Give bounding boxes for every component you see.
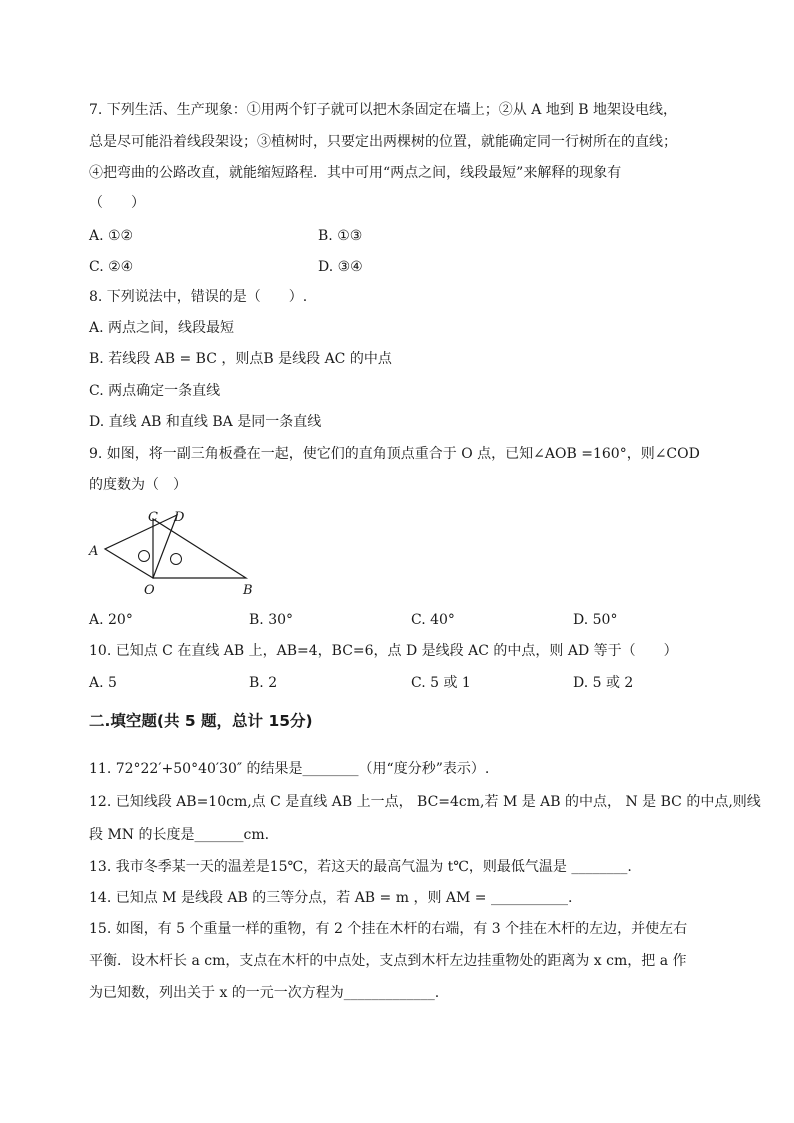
triangle-cob bbox=[153, 519, 246, 578]
q10-option-c: C. 5 或 1 bbox=[411, 675, 471, 691]
label-c: C bbox=[148, 510, 158, 525]
q7-option-b: B. ①③ bbox=[318, 228, 363, 244]
q14-line-1: 14. 已知点 M 是线段 AB 的三等分点，若 AB = m ，则 AM = ___________. bbox=[89, 890, 573, 906]
q9-option-d: D. 50° bbox=[573, 612, 618, 628]
q7-line-4: （ ） bbox=[89, 195, 145, 211]
q8-line-1: 8. 下列说法中，错误的是（ ）. bbox=[89, 289, 308, 305]
circle-right bbox=[171, 554, 182, 565]
q10-option-b: B. 2 bbox=[249, 675, 278, 691]
q8-option-d: D. 直线 AB 和直线 BA 是同一条直线 bbox=[89, 414, 322, 430]
q7-line-2: 总是尽可能沿着线段架设；③植树时，只要定出两棵树的位置，就能确定同一行树所在的直线； bbox=[89, 134, 677, 150]
q11-line-1: 11. 72°22′+50°40′30″ 的结果是________（用“度分秒”表示）. bbox=[89, 761, 490, 777]
q10-line-1: 10. 已知点 C 在直线 AB 上，AB=4，BC=6，点 D 是线段 AC 的中点，则 AD 等于（ ） bbox=[89, 643, 678, 659]
q9-option-a: A. 20° bbox=[89, 612, 133, 628]
q7-line-1: 7. 下列生活、生产现象：①用两个钉子就可以把木条固定在墙上；②从 A 地到 B 地架设电线， bbox=[89, 102, 678, 118]
q8-option-a: A. 两点之间，线段最短 bbox=[89, 320, 235, 336]
q12-line-2: 段 MN 的长度是_______cm. bbox=[89, 827, 270, 843]
q15-line-1: 15. 如图，有 5 个重量一样的重物，有 2 个挂在木杆的右端，有 3 个挂在木杆的左边，并使左右 bbox=[89, 921, 688, 937]
q10-option-d: D. 5 或 2 bbox=[573, 675, 634, 691]
q12-line-1: 12. 已知线段 AB=10cm,点 C 是直线 AB 上一点， BC=4cm,若 M 是 AB 的中点， N 是 BC 的中点,则线 bbox=[89, 794, 761, 810]
q9-triangle-figure bbox=[85, 505, 265, 600]
section-2-heading: 二.填空题(共 5 题，总计 15分) bbox=[89, 712, 313, 730]
q9-option-b: B. 30° bbox=[249, 612, 294, 628]
q7-option-c: C. ②④ bbox=[89, 259, 134, 275]
q7-option-a: A. ①② bbox=[89, 228, 134, 244]
q15-line-2: 平衡．设木杆长 a cm，支点在木杆的中点处，支点到木杆左边挂重物处的距离为 x cm，把 a 作 bbox=[89, 953, 687, 969]
label-o: O bbox=[144, 583, 155, 598]
q15-line-3: 为已知数，列出关于 x 的一元一次方程为_____________. bbox=[89, 985, 440, 1001]
q9-line-1: 9. 如图，将一副三角板叠在一起，使它们的直角顶点重合于 O 点，已知∠AOB =160°，则∠COD bbox=[89, 446, 700, 462]
circle-left bbox=[139, 551, 150, 562]
q9-option-c: C. 40° bbox=[411, 612, 455, 628]
label-d: D bbox=[174, 510, 185, 525]
q7-option-d: D. ③④ bbox=[318, 259, 363, 275]
label-a: A bbox=[89, 544, 99, 559]
label-b: B bbox=[243, 583, 253, 598]
q10-option-a: A. 5 bbox=[89, 675, 117, 691]
q8-option-c: C. 两点确定一条直线 bbox=[89, 383, 221, 399]
triangle-aod bbox=[105, 515, 177, 578]
q13-line-1: 13. 我市冬季某一天的温差是15℃，若这天的最高气温为 t℃，则最低气温是 ________. bbox=[89, 859, 632, 875]
q8-option-b: B. 若线段 AB = BC ，则点B 是线段 AC 的中点 bbox=[89, 351, 392, 367]
q7-line-3: ④把弯曲的公路改直，就能缩短路程．其中可用“两点之间，线段最短”来解释的现象有 bbox=[89, 165, 622, 181]
q9-line-2: 的度数为（ ） bbox=[89, 477, 187, 493]
